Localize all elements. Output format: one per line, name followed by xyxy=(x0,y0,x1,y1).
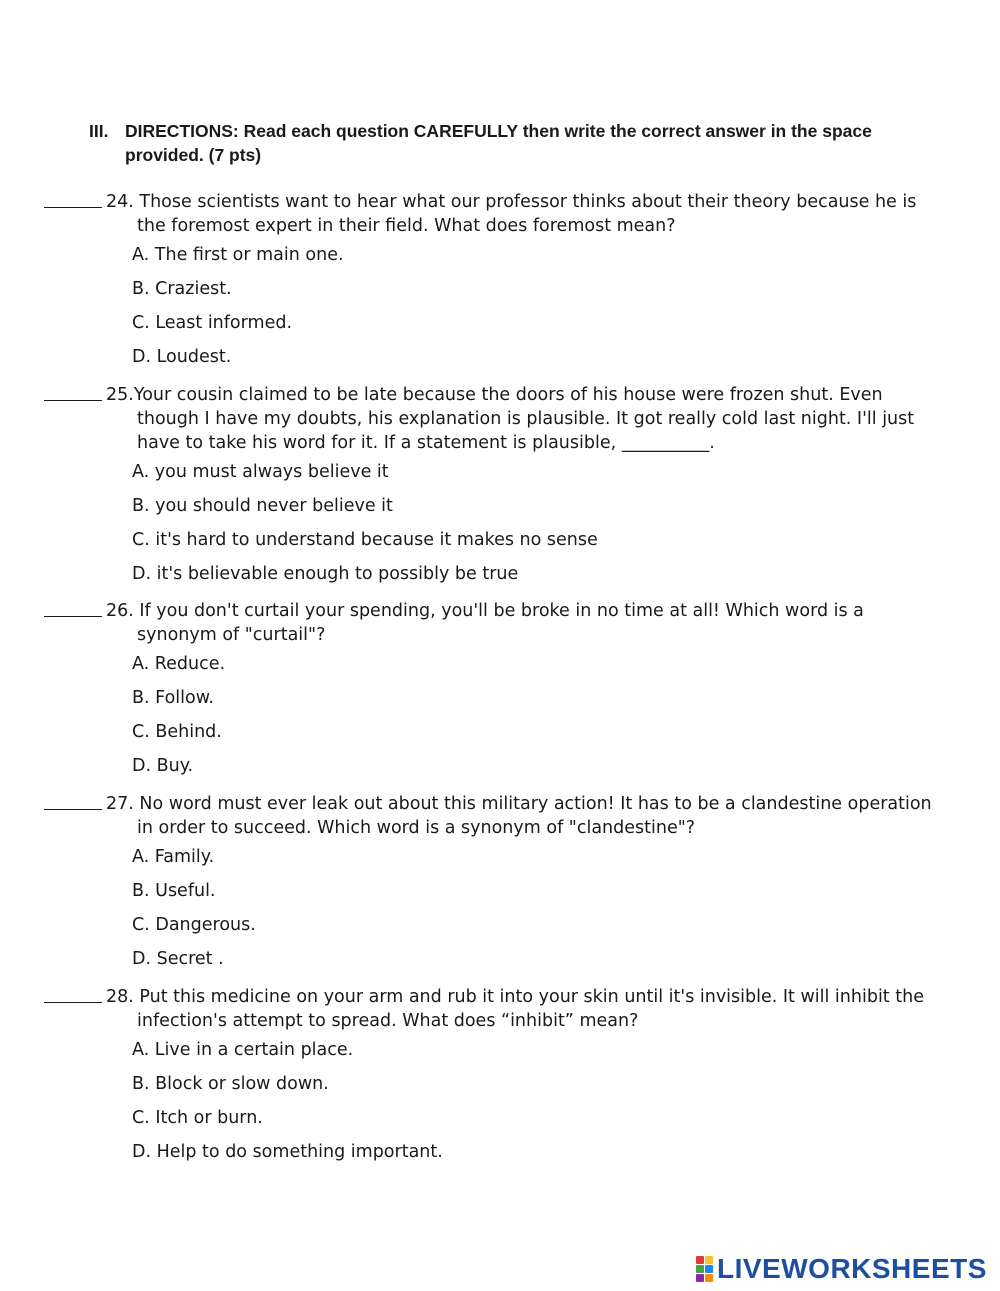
directions-heading xyxy=(89,119,909,167)
option-a: A. The first or main one. xyxy=(132,245,344,265)
option-b: B. Block or slow down. xyxy=(132,1074,329,1094)
question-27 xyxy=(44,792,944,976)
logo-tile xyxy=(696,1274,704,1282)
answer-blank[interactable] xyxy=(44,792,102,810)
liveworksheets-logo xyxy=(696,1252,987,1286)
question-stem: 27. No word must ever leak out about this military action! It has to be a clandestine operation in order to succeed. Which word is a synonym of "clandestine"? xyxy=(106,794,932,838)
question-stem: 28. Put this medicine on your arm and rub it into your skin until it's invisible. It will inhibit the infection's attempt to spread. What does “inhibit” mean? xyxy=(106,987,924,1031)
option-a: A. Live in a certain place. xyxy=(132,1040,354,1060)
option-d: D. Buy. xyxy=(132,756,194,776)
option-b: B. Useful. xyxy=(132,881,216,901)
answer-blank[interactable] xyxy=(44,190,102,208)
question-stem: 25.Your cousin claimed to be late because the doors of his house were frozen shut. Even though I have my doubts, his explanation is plausible. It got really cold last night. I'll just have to take his word for it. If a statement is plausible, __________. xyxy=(106,385,915,453)
option-d: D. Secret . xyxy=(132,949,224,969)
answer-blank[interactable] xyxy=(44,383,102,401)
option-b: B. you should never believe it xyxy=(132,496,393,516)
option-c: C. Least informed. xyxy=(132,313,293,333)
logo-tile xyxy=(705,1274,713,1282)
logo-tile xyxy=(696,1256,704,1264)
option-d: D. it's believable enough to possibly be true xyxy=(132,564,519,584)
question-24 xyxy=(44,190,944,374)
logo-tile xyxy=(705,1265,713,1273)
option-c: C. it's hard to understand because it makes no sense xyxy=(132,530,598,550)
option-d: D. Help to do something important. xyxy=(132,1142,443,1162)
question-25 xyxy=(44,383,944,591)
option-c: C. Behind. xyxy=(132,722,222,742)
option-a: A. Family. xyxy=(132,847,215,867)
question-stem: 24. Those scientists want to hear what our professor thinks about their theory because he is the foremost expert in their field. What does foremost mean? xyxy=(106,192,917,236)
logo-text: LIVEWORKSHEETS xyxy=(717,1253,987,1284)
logo-tile xyxy=(705,1256,713,1264)
option-b: B. Follow. xyxy=(132,688,214,708)
answer-blank[interactable] xyxy=(44,985,102,1003)
answer-blank[interactable] xyxy=(44,599,102,617)
option-c: C. Dangerous. xyxy=(132,915,256,935)
section-number: III. xyxy=(89,121,109,141)
question-26 xyxy=(44,599,944,783)
option-b: B. Craziest. xyxy=(132,279,232,299)
option-c: C. Itch or burn. xyxy=(132,1108,263,1128)
option-d: D. Loudest. xyxy=(132,347,232,367)
question-stem: 26. If you don't curtail your spending, you'll be broke in no time at all! Which word is a synonym of "curtail"? xyxy=(106,601,864,645)
option-a: A. Reduce. xyxy=(132,654,226,674)
option-a: A. you must always believe it xyxy=(132,462,389,482)
directions-text: DIRECTIONS: Read each question CAREFULLY then write the correct answer in the space provided. (7 pts) xyxy=(125,121,872,165)
logo-tile xyxy=(696,1265,704,1273)
logo-badge-icon xyxy=(696,1256,713,1282)
question-28 xyxy=(44,985,944,1169)
